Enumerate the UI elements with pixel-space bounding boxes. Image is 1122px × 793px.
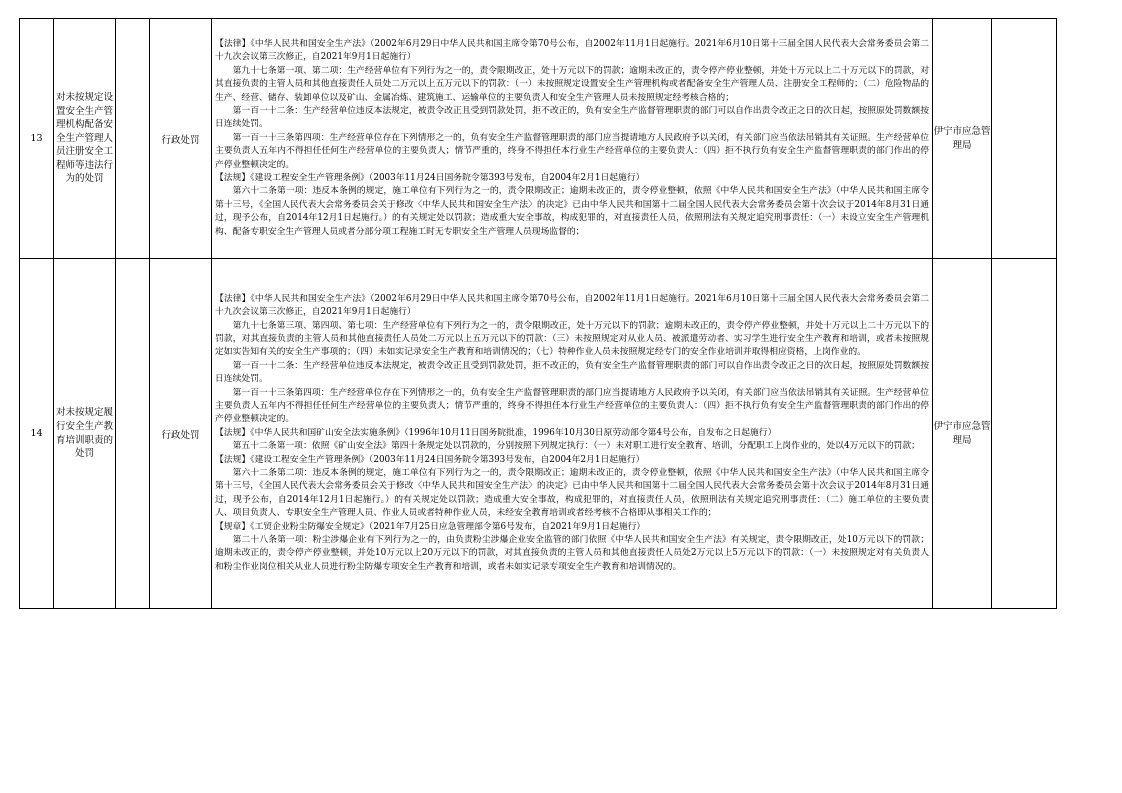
legal-basis-paragraph: 【法规】《中华人民共和国矿山安全法实施条例》（1996年10月11日国务院批准，1996年10月30日原劳动部令第4号公布，自发布之日起施行） bbox=[215, 427, 777, 438]
legal-basis-paragraph: 第五十二条第一项：依照《矿山安全法》第四十条规定处以罚款的，分别按照下列规定执行：（一）未对职工进行安全教育、培训，分配职工上岗作业的，处以4万元以下的罚款； bbox=[232, 441, 920, 452]
item-number: 14 bbox=[20, 259, 54, 609]
legal-basis-paragraph: 第一百一十三条第四项：生产经营单位存在下列情形之一的，负有安全生产监督管理职责的部门应当提请地方人民政府予以关闭，有关部门应当依法吊销其有关证照。生产经营单位主要负责人五年内不得担任任何生产经营单位的主要负责人；情节严重的，终身不得担任本行业生产经营单位的主要负责人：（四）拒不执行负有安全生产监督管理职责的部门作出的停产停业整顿决定的。 bbox=[215, 387, 929, 425]
legal-basis-paragraph: 第九十七条第三项、第四项、第七项：生产经营单位有下列行为之一的，责令限期改正，处十万元以下的罚款；逾期未改正的，责令停产停业整顿，并处十万元以上二十万元以下的罚款，对其直接负责的主管人员和其他直接责任人员处二万元以上五万元以下的罚款：（三）未按照规定对从业人员、被派遣劳动者、实习学生进行安全生产教育和培训，或者未按照规定如实告知有关的安全生产事项的；（四）未如实记录安全生产教育和培训情况的；（七）特种作业人员未按照规定经专门的安全作业培训并取得相应资格，上岗作业的。 bbox=[215, 320, 929, 358]
legal-basis-paragraph: 第六十二条第一项：违反本条例的规定，施工单位有下列行为之一的，责令限期改正；逾期未改正的，责令停业整顿，依照《中华人民共和国安全生产法》（中华人民共和国主席令 第十三号，《全国人民代表大会常务委员会关于修改〈中华人民共和国安全生产法〉的决定》已由中华人民共和国第十二届全国人民代表大会常务委员会第十次会议于2014年8月31日通过，现予公布，自2014年12月1日起施行。）的有关规定处以罚款；造成重大安全事故，构成犯罪的，对直接责任人员，依照刑法有关规定追究刑事责任：（一）未设立安全生产管理机构、配备专职安全生产管理人员或者分部分项工程施工时无专职安全生产管理人员现场监督的； bbox=[215, 186, 929, 237]
legal-basis-paragraph: 【规章】《工贸企业粉尘防爆安全规定》（2021年7月25日应急管理部令第6号发布，自2021年9月1日起施行） bbox=[215, 521, 646, 532]
empty-cell bbox=[116, 259, 150, 609]
empty-cell bbox=[116, 19, 150, 259]
item-number: 13 bbox=[20, 19, 54, 259]
empty-cell bbox=[992, 19, 1057, 259]
legal-basis-paragraph: 【法规】《建设工程安全生产管理条例》（2003年11月24日国务院令第393号发布，自2004年2月1日起施行） bbox=[215, 173, 645, 184]
legal-basis-paragraph: 第一百一十二条：生产经营单位违反本法规定，被责令改正且受到罚款处罚，拒不改正的，负有安全生产监督管理职责的部门可以自作出责令改正之日的次日起，按照原处罚数额按日连续处罚。 bbox=[215, 105, 929, 130]
item-category: 行政处罚 bbox=[150, 259, 212, 609]
legal-basis-cell bbox=[212, 259, 933, 609]
item-category: 行政处罚 bbox=[150, 19, 212, 259]
table-row bbox=[20, 259, 1057, 609]
table-row bbox=[20, 19, 1057, 259]
legal-basis-cell bbox=[212, 19, 933, 259]
responsible-department: 伊宁市应急管理局 bbox=[933, 19, 992, 259]
legal-basis-paragraph: 【法律】《中华人民共和国安全生产法》（2002年6月29日中华人民共和国主席令第70号公布，自2002年11月1日起施行。2021年6月10日第十三届全国人民代表大会常务委员会第二十九次会议第三次修正，自2021年9月1日起施行） bbox=[215, 293, 929, 318]
legal-basis-paragraph: 【法规】《建设工程安全生产管理条例》（2003年11月24日国务院令第393号发布，自2004年2月1日起施行） bbox=[215, 454, 645, 465]
legal-basis-paragraph: 【法律】《中华人民共和国安全生产法》（2002年6月29日中华人民共和国主席令第70号公布，自2002年11月1日起施行。2021年6月10日第十三届全国人民代表大会常务委员会第二十九次会议第三次修正，自2021年9月1日起施行） bbox=[215, 38, 929, 63]
enforcement-items-table bbox=[19, 18, 1057, 609]
legal-basis-paragraph: 第一百一十二条：生产经营单位违反本法规定，被责令改正且受到罚款处罚，拒不改正的，负有安全生产监督管理职责的部门可以自作出责令改正之日的次日起，按照原处罚数额按日连续处罚。 bbox=[215, 360, 929, 385]
item-name: 对未按规定履行安全生产教育培训职责的处罚 bbox=[56, 407, 114, 460]
item-name-cell bbox=[54, 19, 116, 259]
responsible-department: 伊宁市应急管理局 bbox=[933, 259, 992, 609]
empty-cell bbox=[992, 259, 1057, 609]
legal-basis-paragraph: 第二十八条第一项：粉尘涉爆企业有下列行为之一的，由负责粉尘涉爆企业安全监管的部门依照《中华人民共和国安全生产法》有关规定，责令限期改正，处10万元以下的罚款；逾期未改正的，责令停产停业整顿，并处10万元以上20万元以下的罚款，对其直接负责的主管人员和其他直接责任人员处2万元以上5万元以下的罚款：（一）未按照规定对有关负责人和粉尘作业岗位相关从业人员进行粉尘防爆专项安全生产教育和培训，或者未如实记录专项安全生产教育和培训情况的。 bbox=[215, 535, 929, 572]
item-name: 对未按规定设置安全生产管理机构配备安全生产管理人员注册安全工程师等违法行为的处罚 bbox=[56, 91, 114, 185]
item-name-cell bbox=[54, 259, 116, 609]
legal-basis-paragraph: 第六十二条第二项：违反本条例的规定，施工单位有下列行为之一的，责令限期改正；逾期未改正的，责令停业整顿，依照《中华人民共和国安全生产法》（中华人民共和国主席令 第十三号，《全国人民代表大会常务委员会关于修改〈中华人民共和国安全生产法〉的决定》已由中华人民共和国第十二届全国人民代表大会常务委员会第十次会议于2014年8月31日通过，现予公布，自2014年12月1日起施行。）的有关规定处以罚款；造成重大安全事故，构成犯罪的，对直接责任人员，依照刑法有关规定追究刑事责任：（二）施工单位的主要负责人、项目负责人、专职安全生产管理人员、作业人员或者特种作业人员，未经安全教育培训或者经考核不合格即从事相关工作的； bbox=[215, 468, 929, 519]
legal-basis-paragraph: 第一百一十三条第四项：生产经营单位存在下列情形之一的，负有安全生产监督管理职责的部门应当提请地方人民政府予以关闭，有关部门应当依法吊销其有关证照。生产经营单位主要负责人五年内不得担任任何生产经营单位的主要负责人；情节严重的，终身不得担任本行业生产经营单位的主要负责人：（四）拒不执行负有安全生产监督管理职责的部门作出的停产停业整顿决定的。 bbox=[215, 132, 929, 170]
legal-basis-paragraph: 第九十七条第一项、第二项：生产经营单位有下列行为之一的，责令限期改正，处十万元以下的罚款；逾期未改正的，责令停产停业整顿，并处十万元以上二十万元以下的罚款，对其直接负责的主管人员和其他直接责任人员处二万元以上五万元以下的罚款：（一）未按照规定设置安全生产管理机构或者配备安全生产管理人员、注册安全工程师的；（二）危险物品的生产、经营、储存、装卸单位以及矿山、金属冶炼、建筑施工、运输单位的主要负责人和安全生产管理人员未按照规定经考核合格的； bbox=[215, 65, 929, 103]
